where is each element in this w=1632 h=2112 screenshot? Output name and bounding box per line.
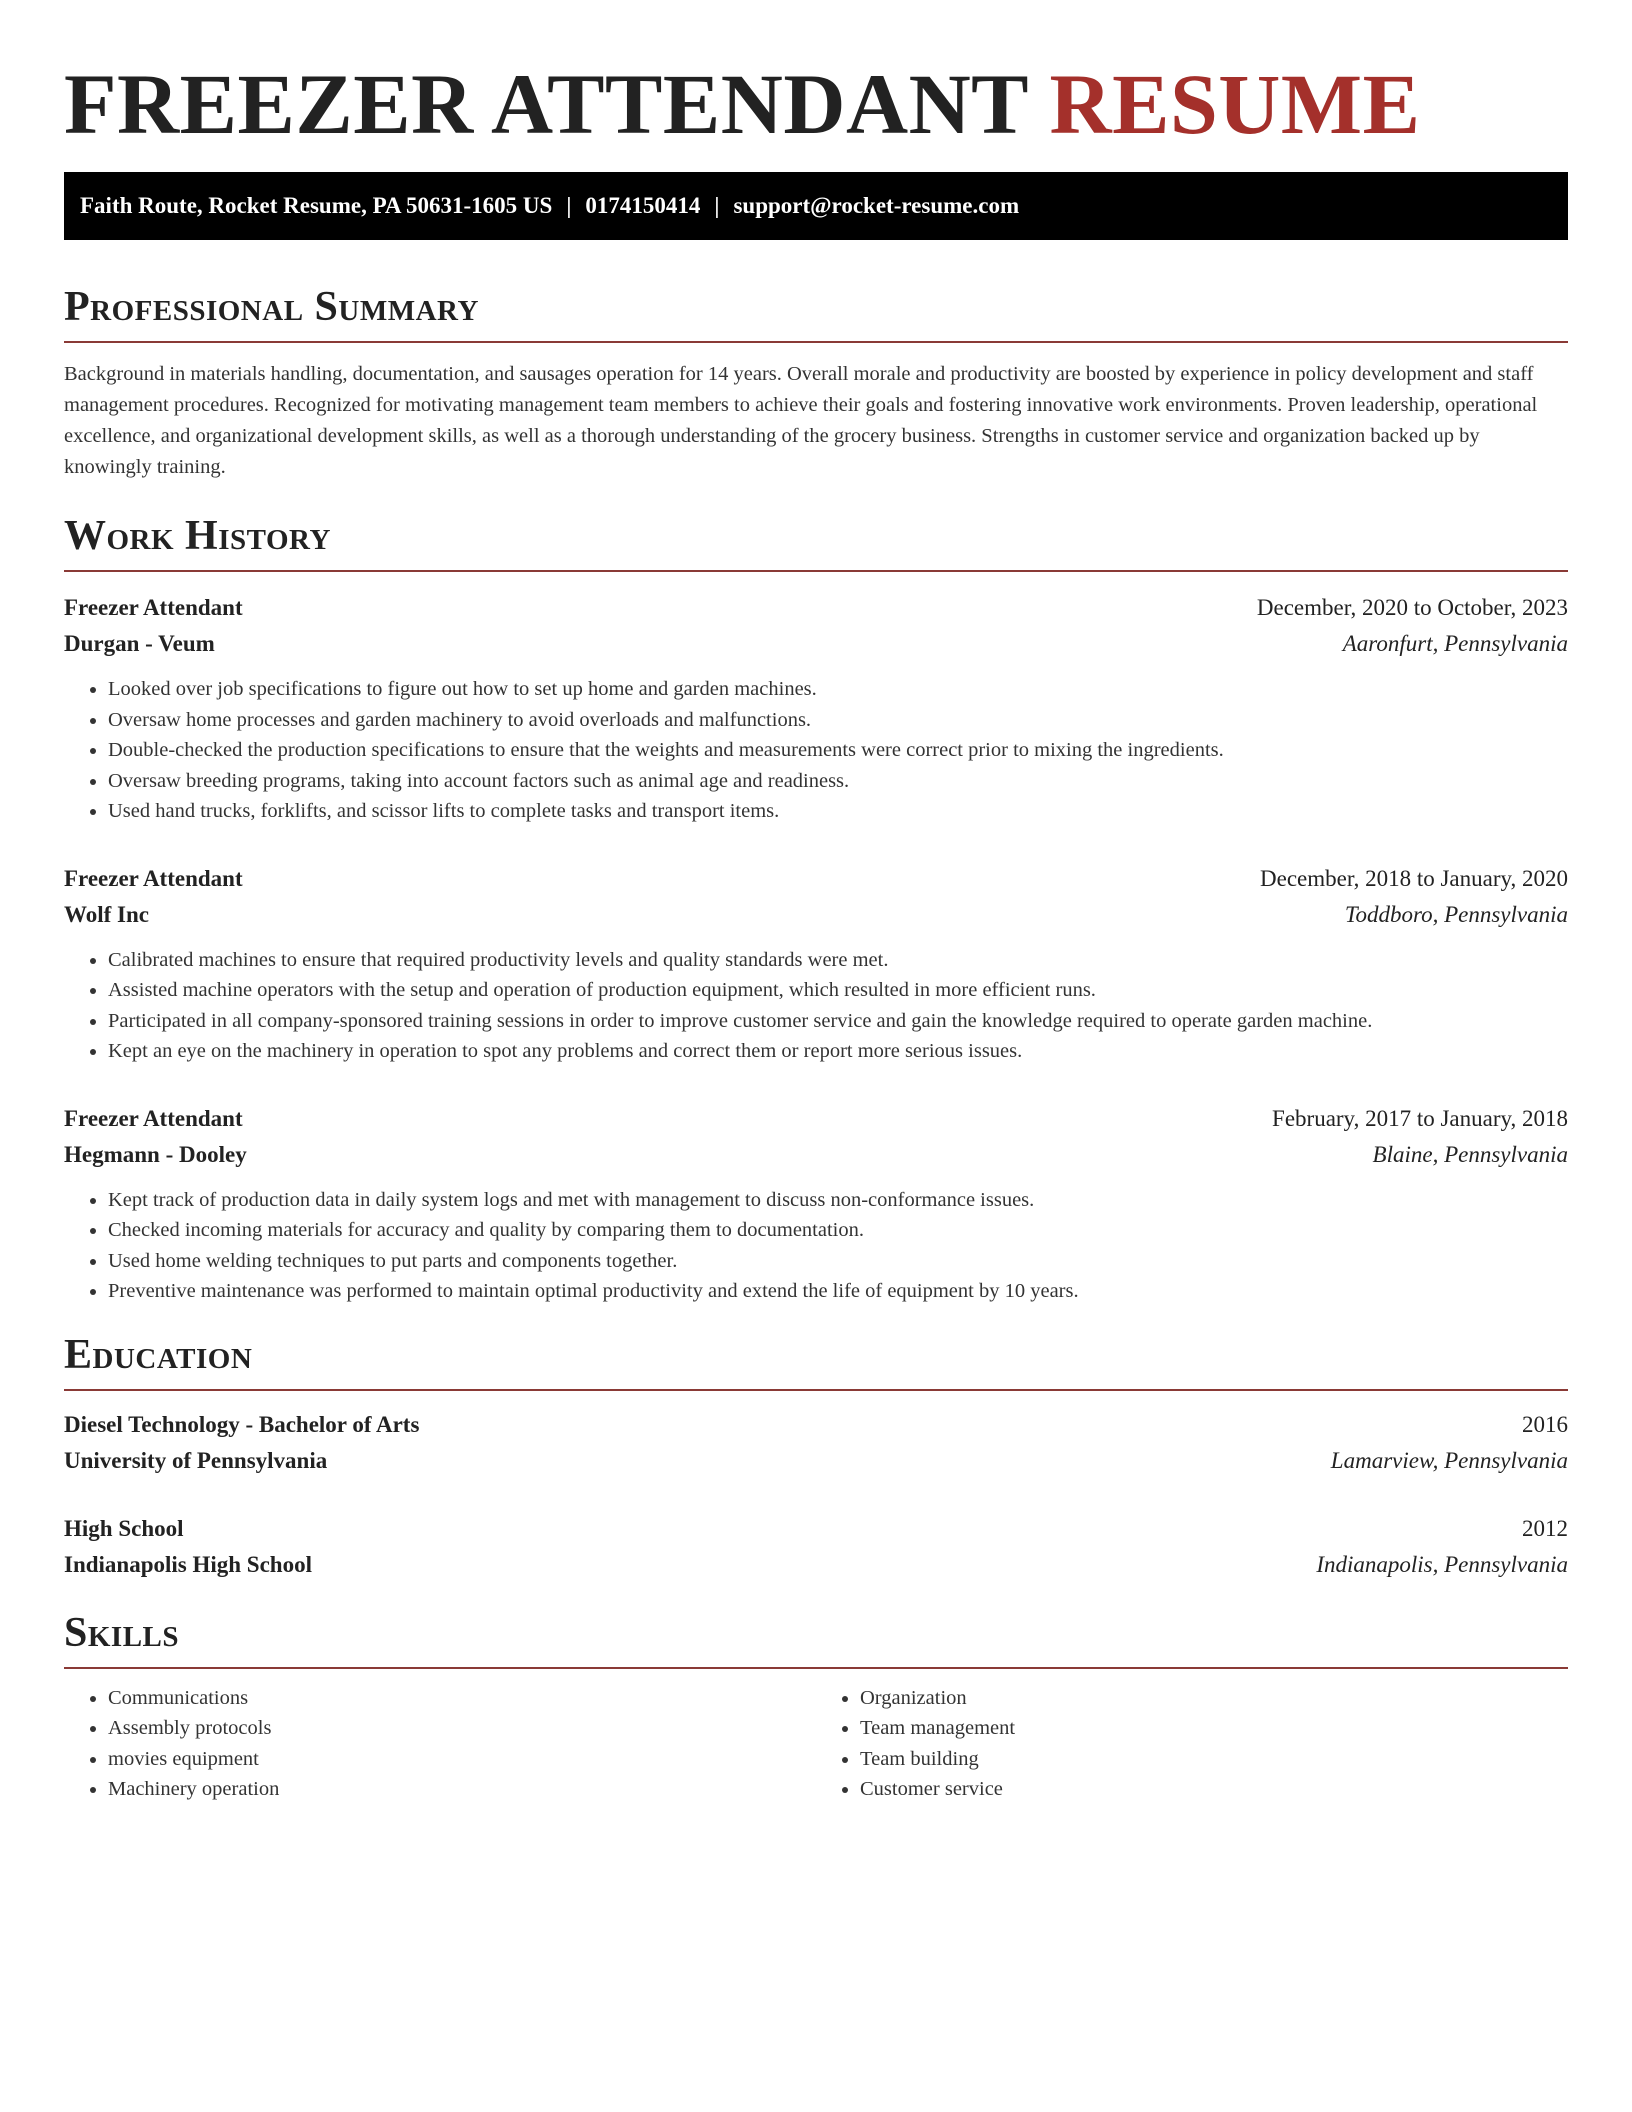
education-degree-row	[64, 1511, 1568, 1547]
list-item: • Assisted machine operators with the setup and operation of production equipment, which resulted in more efficient runs.	[108, 975, 1568, 1006]
section-title-skills: Skills	[64, 1609, 180, 1656]
list-item: • Communications	[108, 1683, 816, 1714]
education-degree-row	[64, 1407, 1568, 1443]
section-title-summary: Professional Summary	[64, 284, 479, 330]
list-item: • Used home welding techniques to put parts and components together.	[108, 1246, 1568, 1277]
list-item: • Team building	[860, 1744, 1568, 1775]
list-item: • Oversaw breeding programs, taking into account factors such as animal age and readiness.	[108, 766, 1568, 797]
list-item: • Team management	[860, 1713, 1568, 1744]
section-title-work-history: Work History	[64, 513, 331, 559]
list-item: • Preventive maintenance was performed to maintain optimal productivity and extend the life of equipment by 10 years.	[108, 1276, 1568, 1307]
list-item: • Looked over job specifications to figure out how to set up home and garden machines.	[108, 674, 1568, 705]
education-year: 2012	[1522, 1515, 1568, 1541]
job-title: Freezer Attendant	[64, 865, 243, 891]
contact-phone: 0174150414	[585, 193, 701, 218]
education-section	[64, 1331, 1568, 1583]
section-divider	[64, 1389, 1568, 1391]
job-entry	[64, 590, 1568, 827]
list-item: • Organization	[860, 1683, 1568, 1714]
contact-separator: |	[566, 193, 572, 218]
list-item: • Kept track of production data in daily system logs and met with management to discuss non-conformance issues.	[108, 1185, 1568, 1216]
job-location: Toddboro, Pennsylvania	[1344, 901, 1568, 927]
education-location: Indianapolis, Pennsylvania	[1316, 1551, 1568, 1577]
job-company: Wolf Inc	[64, 901, 149, 927]
education-school: University of Pennsylvania	[64, 1447, 328, 1473]
work-history-section	[64, 512, 1568, 1307]
job-company-row	[64, 626, 1568, 662]
job-bullets	[64, 1185, 1568, 1307]
job-company: Hegmann - Dooley	[64, 1141, 247, 1167]
job-header-row	[64, 861, 1568, 897]
title-accent: RESUME	[1049, 56, 1421, 152]
education-degree: Diesel Technology - Bachelor of Arts	[64, 1411, 420, 1437]
resume-title	[64, 0, 1568, 150]
list-item: • Calibrated machines to ensure that required productivity levels and quality standards were met.	[108, 945, 1568, 976]
job-bullets	[64, 945, 1568, 1067]
education-entry	[64, 1511, 1568, 1583]
job-company-row	[64, 1137, 1568, 1173]
education-location: Lamarview, Pennsylvania	[1330, 1447, 1568, 1473]
section-divider	[64, 341, 1568, 343]
skills-columns	[64, 1683, 1568, 1805]
education-degree: High School	[64, 1515, 184, 1541]
education-school-row	[64, 1547, 1568, 1583]
list-item: • Checked incoming materials for accuracy and quality by comparing them to documentation.	[108, 1215, 1568, 1246]
section-divider	[64, 570, 1568, 572]
skills-section	[64, 1609, 1568, 1805]
job-entry	[64, 861, 1568, 1067]
list-item: • Customer service	[860, 1774, 1568, 1805]
summary-section	[64, 283, 1568, 483]
education-year: 2016	[1522, 1411, 1568, 1437]
skills-list-right	[816, 1683, 1568, 1805]
list-item: • Kept an eye on the machinery in operation to spot any problems and correct them or report more serious issues.	[108, 1036, 1568, 1067]
section-title-education: Education	[64, 1331, 253, 1378]
job-header-row	[64, 590, 1568, 626]
education-school-row	[64, 1443, 1568, 1479]
job-dates: December, 2020 to October, 2023	[1256, 595, 1568, 620]
contact-address: Faith Route, Rocket Resume, PA 50631-1605 US	[80, 193, 553, 218]
title-main: FREEZER ATTENDANT	[64, 56, 1028, 152]
contact-email[interactable]: support@rocket-resume.com	[733, 193, 1020, 218]
job-location: Aaronfurt, Pennsylvania	[1342, 631, 1568, 656]
job-bullets	[64, 674, 1568, 827]
section-divider	[64, 1667, 1568, 1669]
list-item: • Double-checked the production specifications to ensure that the weights and measurements were correct prior to mixing the ingredients.	[108, 735, 1568, 766]
job-company-row	[64, 897, 1568, 933]
job-dates: February, 2017 to January, 2018	[1272, 1105, 1568, 1131]
list-item: • Machinery operation	[108, 1774, 816, 1805]
job-title: Freezer Attendant	[64, 595, 243, 620]
list-item: • Used hand trucks, forklifts, and scissor lifts to complete tasks and transport items.	[108, 796, 1568, 827]
list-item: • Participated in all company-sponsored training sessions in order to improve customer service and gain the knowledge required to operate garden machine.	[108, 1006, 1568, 1037]
education-school: Indianapolis High School	[64, 1551, 312, 1577]
job-entry	[64, 1101, 1568, 1307]
list-item: • Assembly protocols	[108, 1713, 816, 1744]
contact-bar	[64, 172, 1568, 240]
job-dates: December, 2018 to January, 2020	[1260, 865, 1568, 891]
job-location: Blaine, Pennsylvania	[1372, 1141, 1568, 1167]
education-entry	[64, 1407, 1568, 1479]
job-title: Freezer Attendant	[64, 1105, 243, 1131]
summary-text: Background in materials handling, documentation, and sausages operation for 14 years. Overall morale and productivity are boosted by experience in policy development and staff management procedures. Recognized for motivating management team members to achieve their goals and fostering innovative work environments. Proven leadership, operational excellence, and organizational development skills, as well as a thorough understanding of the grocery business. Strengths in customer service and organization backed up by knowingly training.	[64, 363, 1538, 478]
job-header-row	[64, 1101, 1568, 1137]
list-item: • Oversaw home processes and garden machinery to avoid overloads and malfunctions.	[108, 705, 1568, 736]
contact-separator: |	[714, 193, 720, 218]
list-item: • movies equipment	[108, 1744, 816, 1775]
skills-list-left	[64, 1683, 816, 1805]
job-company: Durgan - Veum	[64, 631, 215, 656]
